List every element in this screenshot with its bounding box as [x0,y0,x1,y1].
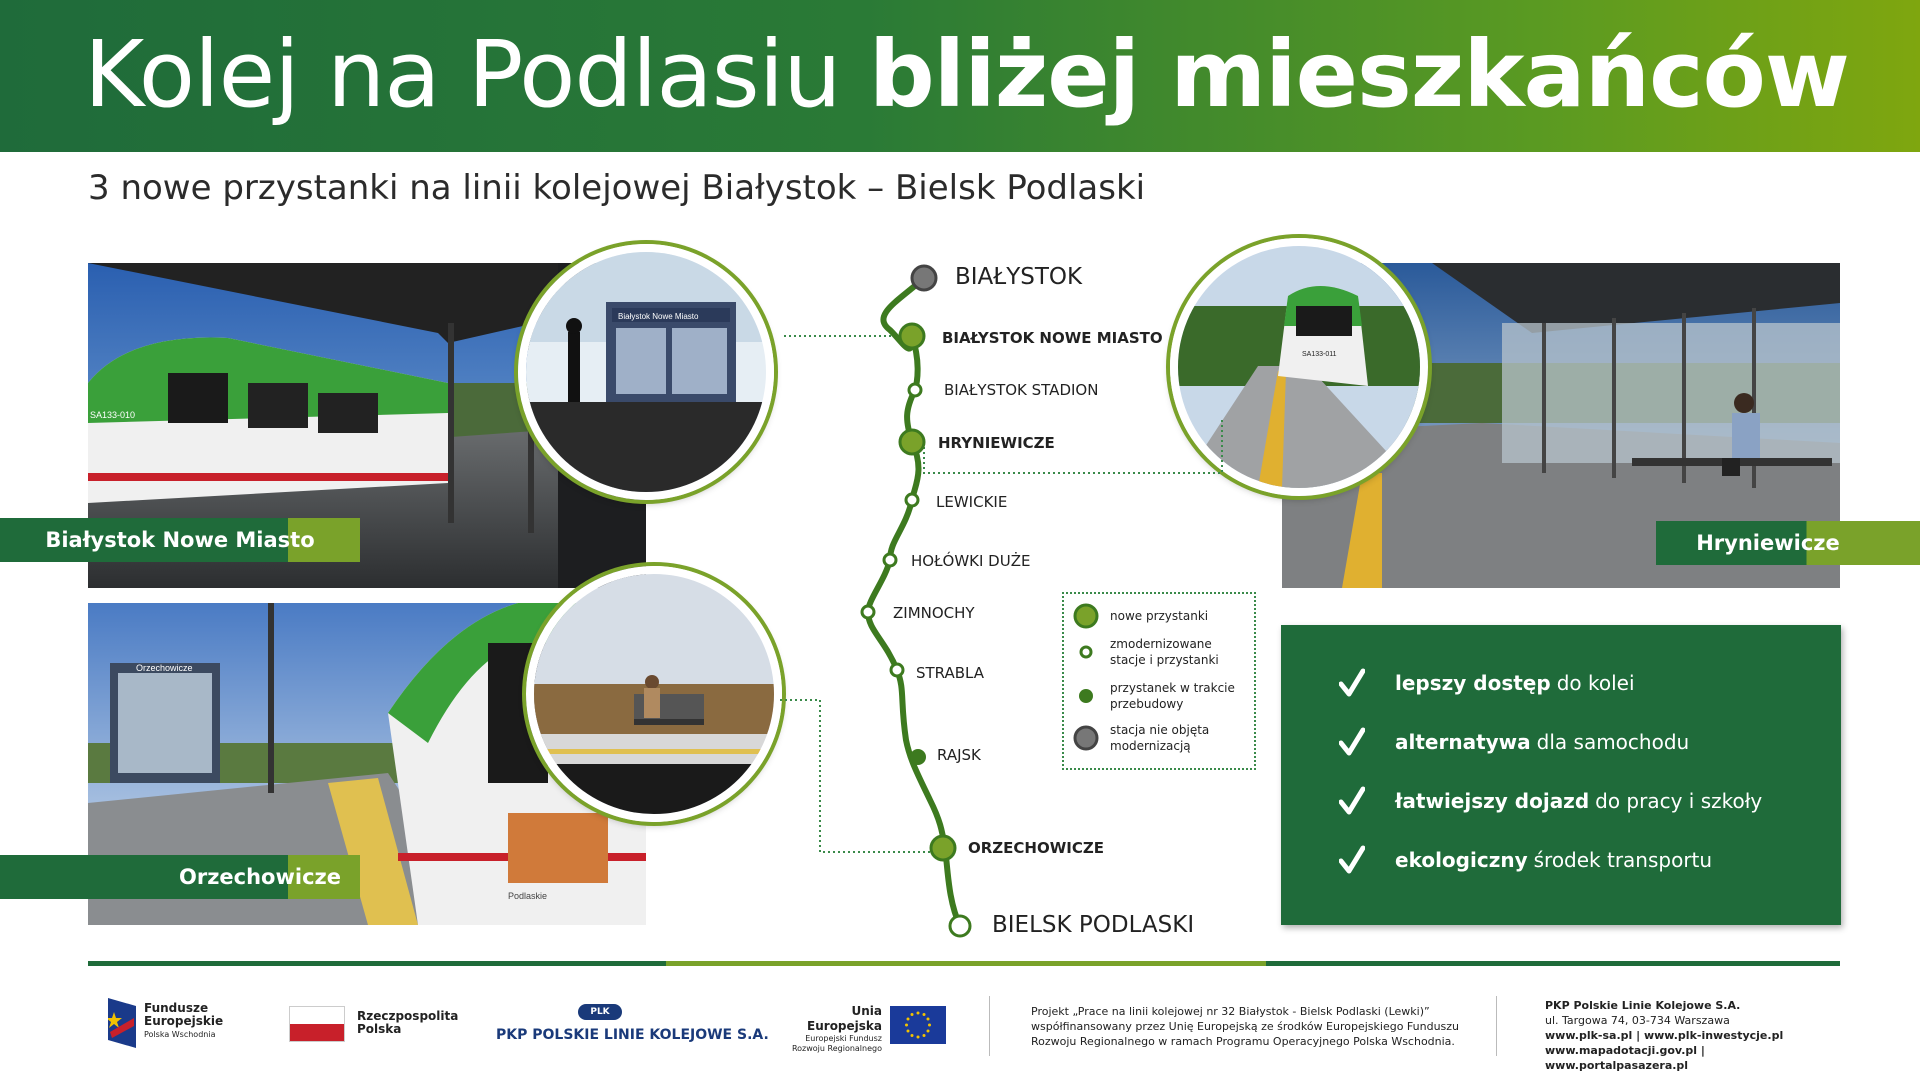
benefit-rest: środek transportu [1533,848,1713,872]
legend [1062,592,1256,770]
platform-sign: Orzechowicze [136,663,193,673]
fe-line1: Fundusze [144,1001,209,1015]
subtitle: 3 nowe przystanki na linii kolejowej Białystok – Bielsk Podlaski [88,168,1146,208]
station-dot-lewickie [906,494,918,506]
project-line3: Rozwoju Regionalnego w ramach Programu Operacyjnego Polska Wschodnia. [1031,1035,1455,1048]
check-icon [1339,786,1365,816]
ue-line2: Europejski Fundusz [805,1034,882,1043]
benefits-box [1281,625,1841,925]
title-bold: bliżej mieszkańców [868,21,1849,128]
plk-badge-text: PLK [590,1007,610,1017]
legend-label-not-modernized: stacja nie objęta modernizacją [1110,723,1210,753]
benefit-rest: do kolei [1556,671,1635,695]
label-text: Białystok Nowe Miasto [45,528,315,552]
benefit-item [1339,840,1712,880]
sign-text: Białystok Nowe Miasto [618,312,699,321]
ue-line3: Rozwoju Regionalnego [791,1044,882,1053]
station-label-bialystok: BIAŁYSTOK [955,264,1083,290]
station-dot-holowki-duze [884,554,896,566]
station-dot-hryniewicze [900,430,924,454]
footer-divider [989,996,990,1056]
station-label-orzechowicze: ORZECHOWICZE [968,839,1104,857]
bottom-stripe-dark [88,961,666,966]
route-line [868,278,960,926]
project-info [1031,1004,1491,1049]
title-regular: Kolej na Podlasiu [84,21,841,128]
station-label-bielsk-podlaski: BIELSK PODLASKI [992,912,1195,938]
station-dot-rajsk [910,749,926,765]
logo-pkp-plk [496,1004,769,1048]
station-label-zimnochy: ZIMNOCHY [893,604,975,622]
benefit-item [1339,781,1762,821]
bottom-stripe-dark-right [1266,961,1840,966]
legend-label-new: nowe przystanki [1110,609,1209,623]
benefit-bold: lepszy dostęp [1395,671,1551,695]
station-dot-bielsk-podlaski [950,916,970,936]
benefit-item [1339,663,1635,703]
bottom-stripe-light [666,961,1266,966]
plk-name: PKP POLSKIE LINIE KOLEJOWE S.A. [496,1027,769,1043]
footer-divider [1496,996,1497,1056]
ue-line1: Unia Europejska [807,1004,882,1033]
benefit-rest: do pracy i szkoły [1595,789,1763,813]
plk-badge-icon [578,1004,622,1020]
company-name: PKP Polskie Linie Kolejowe S.A. [1545,999,1741,1012]
station-label-lewickie: LEWICKIE [936,493,1008,511]
legend-item-under-reconstruction [1072,680,1250,712]
legend-item-not-modernized [1072,722,1250,754]
station-dot-zimnochy [862,606,874,618]
logo-unia-europejska [782,1004,952,1053]
benefit-item [1339,722,1689,762]
fe-line2: Europejskie [144,1014,224,1028]
station-label-strabla: STRABLA [916,664,985,682]
legend-item-modernized [1072,636,1250,668]
company-web2[interactable]: www.mapadotacji.gov.pl | www.portalpasazera.pl [1545,1044,1705,1072]
eu-flag-icon [890,1006,946,1044]
label-text: Orzechowicze [178,865,341,889]
station-label-hryniewicze: HRYNIEWICZE [938,434,1055,452]
station-label-rajsk: RAJSK [937,746,981,764]
project-line2: współfinansowany przez Unię Europejską ze środków Europejskiego Funduszu [1031,1020,1460,1033]
polish-flag-icon [289,1006,345,1042]
fe-star-icon [108,998,136,1048]
benefit-bold: ekologiczny [1395,848,1528,872]
station-dot-strabla [891,664,903,676]
rp-line2: Polska [357,1022,402,1036]
station-dot-bialystok [912,266,936,290]
check-icon [1339,845,1365,875]
station-label-bialystok-nowe-miasto: BIAŁYSTOK NOWE MIASTO [942,329,1163,347]
logo-rzeczpospolita-polska [289,1006,459,1046]
label-text: Hryniewicze [1696,531,1840,555]
train-logo: Podlaskie [508,891,548,901]
station-dot-orzechowicze [931,836,955,860]
station-label-bialystok-stadion: BIAŁYSTOK STADION [944,381,1099,399]
benefit-bold: łatwiejszy dojazd [1395,789,1590,813]
company-address: ul. Targowa 74, 03-734 Warszawa [1545,1014,1730,1027]
benefit-rest: dla samochodu [1536,730,1690,754]
company-web1[interactable]: www.plk-sa.pl | www.plk-inwestycje.pl [1545,1029,1784,1042]
fe-line3: Polska Wschodnia [144,1030,216,1039]
station-dot-bialystok-stadion [909,384,921,396]
check-icon [1339,668,1365,698]
check-icon [1339,727,1365,757]
legend-label-modernized: zmodernizowane stacje i przystanki [1110,637,1219,667]
train-number-left: SA133-010 [90,410,136,420]
station-dot-bialystok-nowe-miasto [900,324,924,348]
benefit-bold: alternatywa [1395,730,1531,754]
project-line1: Projekt „Prace na linii kolejowej nr 32 Białystok - Bielsk Podlaski (Lewki)” [1031,1005,1430,1018]
legend-item-new [1072,602,1250,630]
rp-line1: Rzeczpospolita [357,1009,459,1023]
train-number-right: SA133-011 [1302,351,1337,358]
station-label-holowki-duze: HOŁÓWKI DUŻE [911,552,1031,570]
company-info [1545,998,1845,1073]
legend-label-under-reconstruction: przystanek w trakcie przebudowy [1110,681,1235,711]
logo-fundusze-europejskie [108,998,248,1048]
